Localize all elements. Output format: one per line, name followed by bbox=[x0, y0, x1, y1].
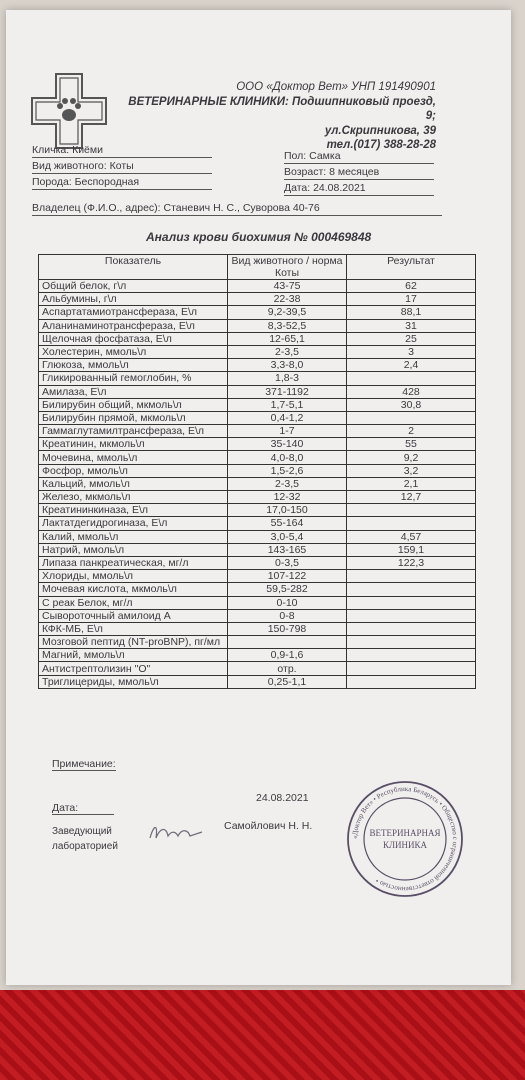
results-table bbox=[38, 254, 476, 689]
table-row bbox=[39, 438, 476, 451]
result-cell bbox=[347, 570, 476, 583]
pet-age-field: Возраст: 8 месяцев bbox=[284, 166, 434, 180]
param-cell: Сывороточный амилоид А bbox=[39, 609, 228, 622]
table-row bbox=[39, 332, 476, 345]
column-header-norm bbox=[228, 255, 347, 280]
result-cell: 3 bbox=[347, 345, 476, 358]
norm-cell: 1-7 bbox=[228, 425, 347, 438]
norm-cell: 371-1192 bbox=[228, 385, 347, 398]
norm-cell: 150-798 bbox=[228, 622, 347, 635]
param-cell: Общий белок, г\л bbox=[39, 280, 228, 293]
column-header-parameter: Показатель bbox=[39, 255, 228, 280]
param-cell: Аспартатамиотрансфераза, Е\л bbox=[39, 306, 228, 319]
table-header-row bbox=[39, 255, 476, 280]
report-date-field: Дата: 24.08.2021 bbox=[284, 182, 434, 196]
result-cell bbox=[347, 609, 476, 622]
table-row bbox=[39, 385, 476, 398]
lab-head-label-line2: лабораторией bbox=[52, 841, 118, 852]
clinic-cross-logo-icon bbox=[28, 70, 110, 152]
result-cell bbox=[347, 636, 476, 649]
pet-species-field: Вид животного: Коты bbox=[32, 160, 212, 174]
norm-cell: отр. bbox=[228, 662, 347, 675]
result-cell bbox=[347, 372, 476, 385]
clinic-street-line: ул.Скрипникова, 39 bbox=[324, 124, 436, 137]
owner-field: Владелец (Ф.И.О., адрес): Станевич Н. С., Суворова 40-76 bbox=[32, 202, 442, 216]
table-row bbox=[39, 649, 476, 662]
table-row bbox=[39, 451, 476, 464]
param-cell: Липаза панкреатическая, мг/л bbox=[39, 556, 228, 569]
lab-head-name: Самойлович Н. Н. bbox=[224, 820, 313, 832]
norm-cell: 9,2-39,5 bbox=[228, 306, 347, 319]
pet-sex-field: Пол: Самка bbox=[284, 150, 434, 164]
norm-cell: 43-75 bbox=[228, 280, 347, 293]
clinic-address-line: ВЕТЕРИНАРНЫЕ КЛИНИКИ: Подшипниковый проезд, 9; bbox=[128, 95, 436, 122]
norm-cell: 1,7-5,1 bbox=[228, 398, 347, 411]
result-cell: 88,1 bbox=[347, 306, 476, 319]
table-row bbox=[39, 464, 476, 477]
param-cell: Амилаза, Е\л bbox=[39, 385, 228, 398]
result-cell bbox=[347, 675, 476, 688]
param-cell: Мозговой пептид (NT-proBNP), пг/мл bbox=[39, 636, 228, 649]
result-cell: 428 bbox=[347, 385, 476, 398]
param-cell: Креатининкиназа, Е\л bbox=[39, 504, 228, 517]
norm-cell: 107-122 bbox=[228, 570, 347, 583]
result-cell: 25 bbox=[347, 332, 476, 345]
lab-report-sheet bbox=[6, 10, 511, 985]
norm-cell: 8,3-52,5 bbox=[228, 319, 347, 332]
column-header-norm-species: Коты bbox=[274, 267, 300, 279]
pet-breed-field: Порода: Беспородная bbox=[32, 176, 212, 190]
norm-cell: 2-3,5 bbox=[228, 345, 347, 358]
param-cell: Лактатдегидрогиназа, Е\л bbox=[39, 517, 228, 530]
table-row bbox=[39, 530, 476, 543]
norm-cell: 0-8 bbox=[228, 609, 347, 622]
table-row bbox=[39, 583, 476, 596]
norm-cell bbox=[228, 636, 347, 649]
clinic-company-line: ООО «Доктор Вет» УНП 191490901 bbox=[236, 81, 436, 93]
param-cell: Фосфор, ммоль\л bbox=[39, 464, 228, 477]
norm-cell: 3,0-5,4 bbox=[228, 530, 347, 543]
result-cell: 12,7 bbox=[347, 491, 476, 504]
result-cell: 122,3 bbox=[347, 556, 476, 569]
result-cell bbox=[347, 622, 476, 635]
table-row bbox=[39, 411, 476, 424]
param-cell: Антистрептолизин "О" bbox=[39, 662, 228, 675]
handwritten-signature bbox=[146, 818, 206, 848]
table-row bbox=[39, 398, 476, 411]
table-row bbox=[39, 306, 476, 319]
table-row bbox=[39, 477, 476, 490]
norm-cell: 1,5-2,6 bbox=[228, 464, 347, 477]
param-cell: С реак Белок, мг/л bbox=[39, 596, 228, 609]
result-cell bbox=[347, 649, 476, 662]
table-row bbox=[39, 675, 476, 688]
result-cell: 9,2 bbox=[347, 451, 476, 464]
lab-head-label bbox=[52, 824, 118, 854]
stamp-ring-text: «Доктор Вет» • Республика Беларусь • Общество с ограниченной ответственностью • bbox=[350, 784, 460, 894]
param-cell: Билирубин общий, мкмоль\л bbox=[39, 398, 228, 411]
result-cell bbox=[347, 596, 476, 609]
norm-cell: 12-65,1 bbox=[228, 332, 347, 345]
table-row bbox=[39, 570, 476, 583]
report-title: Анализ крови биохимия № 000469848 bbox=[146, 230, 372, 244]
param-cell: Холестерин, ммоль\л bbox=[39, 345, 228, 358]
norm-cell: 4,0-8,0 bbox=[228, 451, 347, 464]
param-cell: КФК-МБ, Е\л bbox=[39, 622, 228, 635]
result-cell: 159,1 bbox=[347, 543, 476, 556]
result-cell: 17 bbox=[347, 293, 476, 306]
table-row bbox=[39, 372, 476, 385]
table-row bbox=[39, 293, 476, 306]
result-cell: 4,57 bbox=[347, 530, 476, 543]
table-row bbox=[39, 345, 476, 358]
table-row bbox=[39, 556, 476, 569]
clinic-stamp bbox=[344, 778, 466, 900]
norm-cell: 0,9-1,6 bbox=[228, 649, 347, 662]
norm-cell: 0,25-1,1 bbox=[228, 675, 347, 688]
table-row bbox=[39, 319, 476, 332]
result-cell bbox=[347, 504, 476, 517]
param-cell: Аланинаминотрансфераза, Е\л bbox=[39, 319, 228, 332]
table-row bbox=[39, 636, 476, 649]
table-row bbox=[39, 359, 476, 372]
lab-head-label-line1: Заведующий bbox=[52, 826, 112, 837]
result-cell: 30,8 bbox=[347, 398, 476, 411]
param-cell: Триглицериды, ммоль\л bbox=[39, 675, 228, 688]
param-cell: Глюкоза, ммоль\л bbox=[39, 359, 228, 372]
param-cell: Хлориды, ммоль\л bbox=[39, 570, 228, 583]
result-cell bbox=[347, 662, 476, 675]
param-cell: Кальций, ммоль\л bbox=[39, 477, 228, 490]
result-cell: 31 bbox=[347, 319, 476, 332]
norm-cell: 59,5-282 bbox=[228, 583, 347, 596]
table-row bbox=[39, 517, 476, 530]
norm-cell: 0-3,5 bbox=[228, 556, 347, 569]
result-cell: 2,4 bbox=[347, 359, 476, 372]
note-label: Примечание: bbox=[52, 758, 116, 770]
norm-cell: 2-3,5 bbox=[228, 477, 347, 490]
table-row bbox=[39, 491, 476, 504]
param-cell: Магний, ммоль\л bbox=[39, 649, 228, 662]
param-cell: Мочевая кислота, мкмоль\л bbox=[39, 583, 228, 596]
param-cell: Мочевина, ммоль\л bbox=[39, 451, 228, 464]
clinic-phone-line: тел.(017) 388-28-28 bbox=[326, 139, 436, 151]
result-cell: 62 bbox=[347, 280, 476, 293]
param-cell: Креатинин, мкмоль\л bbox=[39, 438, 228, 451]
norm-cell: 0-10 bbox=[228, 596, 347, 609]
stamp-line1: ВЕТЕРИНАРНАЯ bbox=[369, 828, 441, 838]
param-cell: Альбумины, г\л bbox=[39, 293, 228, 306]
norm-cell: 12-32 bbox=[228, 491, 347, 504]
table-row bbox=[39, 504, 476, 517]
result-cell: 2 bbox=[347, 425, 476, 438]
table-row bbox=[39, 609, 476, 622]
norm-cell: 0,4-1,2 bbox=[228, 411, 347, 424]
date-label: Дата: bbox=[52, 802, 114, 815]
param-cell: Билирубин прямой, мкмоль\л bbox=[39, 411, 228, 424]
norm-cell: 55-164 bbox=[228, 517, 347, 530]
norm-cell: 22-38 bbox=[228, 293, 347, 306]
clinic-header bbox=[116, 80, 436, 153]
param-cell: Натрий, ммоль\л bbox=[39, 543, 228, 556]
norm-cell: 35-140 bbox=[228, 438, 347, 451]
param-cell: Калий, ммоль\л bbox=[39, 530, 228, 543]
param-cell: Гликированный гемоглобин, % bbox=[39, 372, 228, 385]
column-header-result: Результат bbox=[347, 255, 476, 280]
norm-cell: 17,0-150 bbox=[228, 504, 347, 517]
table-row bbox=[39, 280, 476, 293]
result-cell bbox=[347, 583, 476, 596]
result-cell: 55 bbox=[347, 438, 476, 451]
param-cell: Щелочная фосфатаза, Е\л bbox=[39, 332, 228, 345]
result-cell: 2,1 bbox=[347, 477, 476, 490]
table-row bbox=[39, 596, 476, 609]
result-cell bbox=[347, 411, 476, 424]
table-row bbox=[39, 622, 476, 635]
result-cell: 3,2 bbox=[347, 464, 476, 477]
norm-cell: 1,8-3 bbox=[228, 372, 347, 385]
column-header-norm-label: Вид животного / норма bbox=[231, 255, 343, 267]
param-cell: Гаммаглутамилтрансфераза, Е\л bbox=[39, 425, 228, 438]
table-row bbox=[39, 662, 476, 675]
norm-cell: 3,3-8,0 bbox=[228, 359, 347, 372]
signature-date: 24.08.2021 bbox=[256, 792, 309, 804]
param-cell: Железо, мкмоль\л bbox=[39, 491, 228, 504]
norm-cell: 143-165 bbox=[228, 543, 347, 556]
svg-text:«Доктор Вет» • Республика Бела bbox=[351, 785, 459, 893]
result-cell bbox=[347, 517, 476, 530]
table-row bbox=[39, 425, 476, 438]
stamp-line2: КЛИНИКА bbox=[382, 840, 428, 850]
table-row bbox=[39, 543, 476, 556]
pet-name-field: Кличка: Киёми bbox=[32, 144, 212, 158]
